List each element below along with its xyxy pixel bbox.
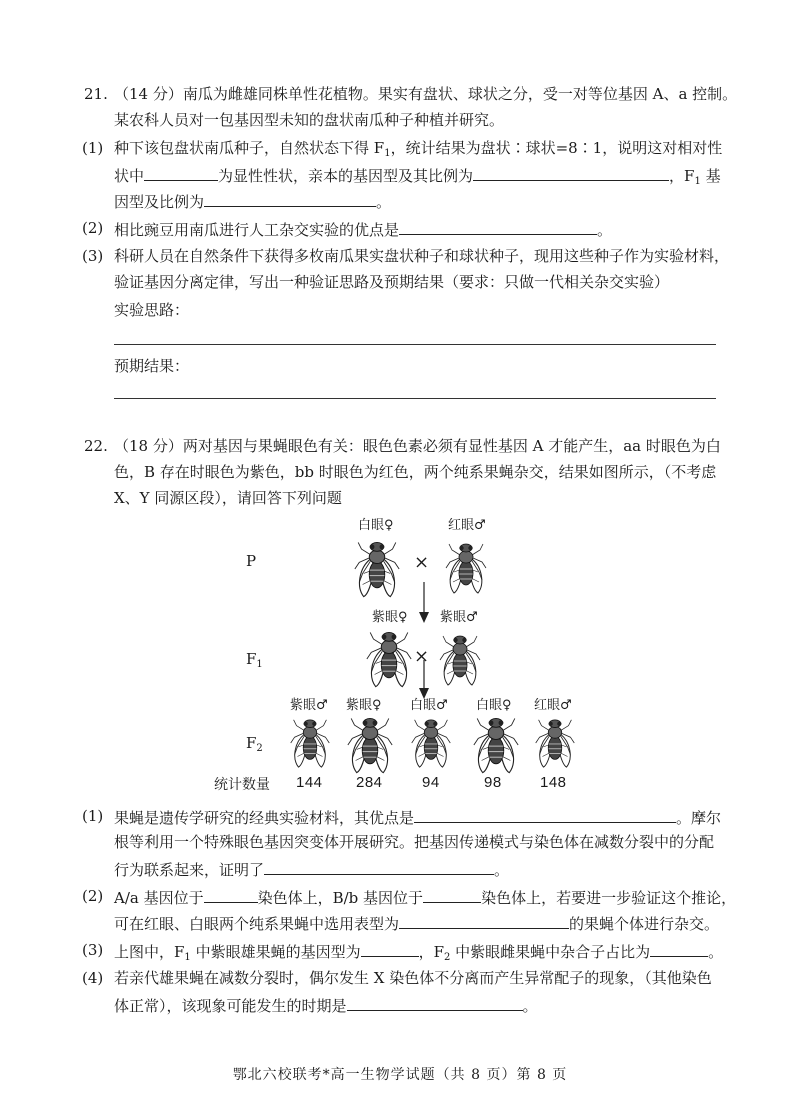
q22-part2-line1: A/a 基因位于 染色体上，B/b 基因位于 染色体上，若要进一步验证这个推论， — [114, 886, 736, 908]
q21-part3-number: (3) — [82, 247, 104, 265]
p-male-label: 红眼♂ — [448, 518, 486, 533]
count-white-male: 94 — [422, 774, 440, 791]
f1-male-label: 紫眼♂ — [440, 610, 478, 625]
generation-f1-label: $F_1$ — [246, 650, 263, 670]
answer-blank[interactable] — [204, 886, 258, 903]
q22-part4-number: (4) — [82, 969, 104, 987]
count-white-female: 98 — [484, 774, 502, 791]
p-female-label: 白眼♀ — [358, 518, 394, 533]
answer-blank[interactable] — [361, 940, 419, 957]
fly-f2-purple-male — [285, 716, 335, 770]
answer-blank[interactable] — [144, 164, 218, 181]
count-purple-male: 144 — [296, 774, 323, 791]
answer-blank[interactable] — [399, 218, 597, 235]
q22-part4-line2: 体正常），该现象可能发生的时期是 。 — [114, 994, 538, 1016]
answer-blank[interactable] — [347, 994, 523, 1011]
answer-blank[interactable] — [414, 806, 676, 823]
q21-part3-idea-label: 实验思路： — [114, 301, 190, 319]
q22-part1-line2: 根等利用一个特殊眼色基因突变体开展研究。把基因传递模式与染色体在减数分裂中的分配 — [114, 833, 715, 851]
q22-stem-line1: （18 分）两对基因与果蝇眼色有关：眼色色素必须有显性基因 A 才能产生，aa 时眼色为白 — [114, 437, 721, 455]
q21-part1-line2: 状中 为显性性状，亲本的基因型及其比例为 ，$F_1$ 基 — [114, 164, 721, 192]
q21-part1-line1: 种下该包盘状南瓜种子，自然状态下得 $F_1$，统计结果为盘状∶球状=8∶1，说明这对相对性 — [114, 139, 723, 159]
fly-f2-white-female — [468, 714, 524, 776]
count-purple-female: 284 — [356, 774, 383, 791]
generation-f2-label: $F_2$ — [246, 734, 263, 754]
q21-number: 21. — [84, 85, 108, 103]
answer-blank[interactable] — [399, 912, 569, 929]
count-label: 统计数量 — [214, 777, 270, 793]
f2-label-white-male: 白眼♂ — [410, 698, 448, 713]
f2-label-white-female: 白眼♀ — [476, 698, 512, 713]
f2-label-purple-female: 紫眼♀ — [346, 698, 382, 713]
fly-f1-male — [434, 632, 486, 688]
q22-part2-line2: 可在红眼、白眼两个纯系果蝇中选用表型为 的果蝇个体进行杂交。 — [114, 912, 719, 934]
cross-symbol: × — [414, 646, 430, 667]
q21-part2-line1: 相比豌豆用南瓜进行人工杂交实验的优点是 。 — [114, 218, 612, 240]
fly-f2-purple-female — [342, 714, 398, 776]
answer-line-idea[interactable] — [114, 344, 716, 345]
q22-number: 22. — [84, 437, 108, 455]
answer-blank[interactable] — [473, 164, 669, 181]
arrow-down-icon — [416, 582, 432, 624]
fly-f1-female — [361, 628, 417, 690]
fly-f2-white-male — [406, 716, 456, 770]
cross-symbol: × — [414, 552, 430, 573]
q21-part1-line3: 因型及比例为 。 — [114, 190, 391, 212]
q22-part3-line1: 上图中，$F_1$ 中紫眼雄果蝇的基因型为 ，$F_2$ 中紫眼雌果蝇中杂合子占比为 。 — [114, 940, 723, 968]
count-red-male: 148 — [540, 774, 567, 791]
fly-p-female — [349, 538, 405, 600]
q22-part4-line1: 若亲代雄果蝇在减数分裂时，偶尔发生 X 染色体不分离而产生异常配子的现象，（其他染色 — [114, 969, 712, 987]
answer-blank[interactable] — [204, 190, 376, 207]
q21-part3-line1: 科研人员在自然条件下获得多枚南瓜果实盘状种子和球状种子，现用这些种子作为实验材料， — [114, 247, 730, 265]
answer-line-result[interactable] — [114, 398, 716, 399]
answer-blank[interactable] — [264, 858, 494, 875]
q22-part3-number: (3) — [82, 941, 104, 959]
f2-label-purple-male: 紫眼♂ — [290, 698, 328, 713]
q22-stem-line2: 色，B 存在时眼色为紫色，bb 时眼色为红色，两个纯系果蝇杂交，结果如图所示，（不考虑 — [114, 463, 717, 481]
answer-blank[interactable] — [650, 940, 708, 957]
q21-stem-line1: （14 分）南瓜为雌雄同株单性花植物。果实有盘状、球状之分，受一对等位基因 A、a 控制。 — [114, 85, 738, 103]
f1-female-label: 紫眼♀ — [372, 610, 408, 625]
q22-part1-line3: 行为联系起来，证明了 。 — [114, 858, 509, 880]
q21-part1-number: (1) — [82, 139, 104, 157]
arrow-down-icon — [416, 660, 432, 700]
q21-stem-line2: 某农科人员对一包基因型未知的盘状南瓜种子种植并研究。 — [114, 111, 505, 129]
q21-part3-result-label: 预期结果： — [114, 357, 190, 375]
f2-label-red-male: 红眼♂ — [534, 698, 572, 713]
q22-part1-line1: 果蝇是遗传学研究的经典实验材料，其优点是 。摩尔 — [114, 806, 721, 828]
fly-p-male — [440, 540, 492, 596]
q22-part2-number: (2) — [82, 887, 104, 905]
q22-part1-number: (1) — [82, 807, 104, 825]
q21-part2-number: (2) — [82, 219, 104, 237]
page-footer: 鄂北六校联考*高一生物学试题（共 8 页）第 8 页 — [232, 1067, 568, 1083]
answer-blank[interactable] — [423, 886, 481, 903]
generation-p-label: P — [246, 552, 257, 570]
q22-stem-line3: X、Y 同源区段），请回答下列问题 — [114, 489, 342, 507]
q21-part3-line2: 验证基因分离定律，写出一种验证思路及预期结果（要求：只做一代相关杂交实验） — [114, 273, 670, 291]
fly-f2-red-male — [530, 716, 580, 770]
